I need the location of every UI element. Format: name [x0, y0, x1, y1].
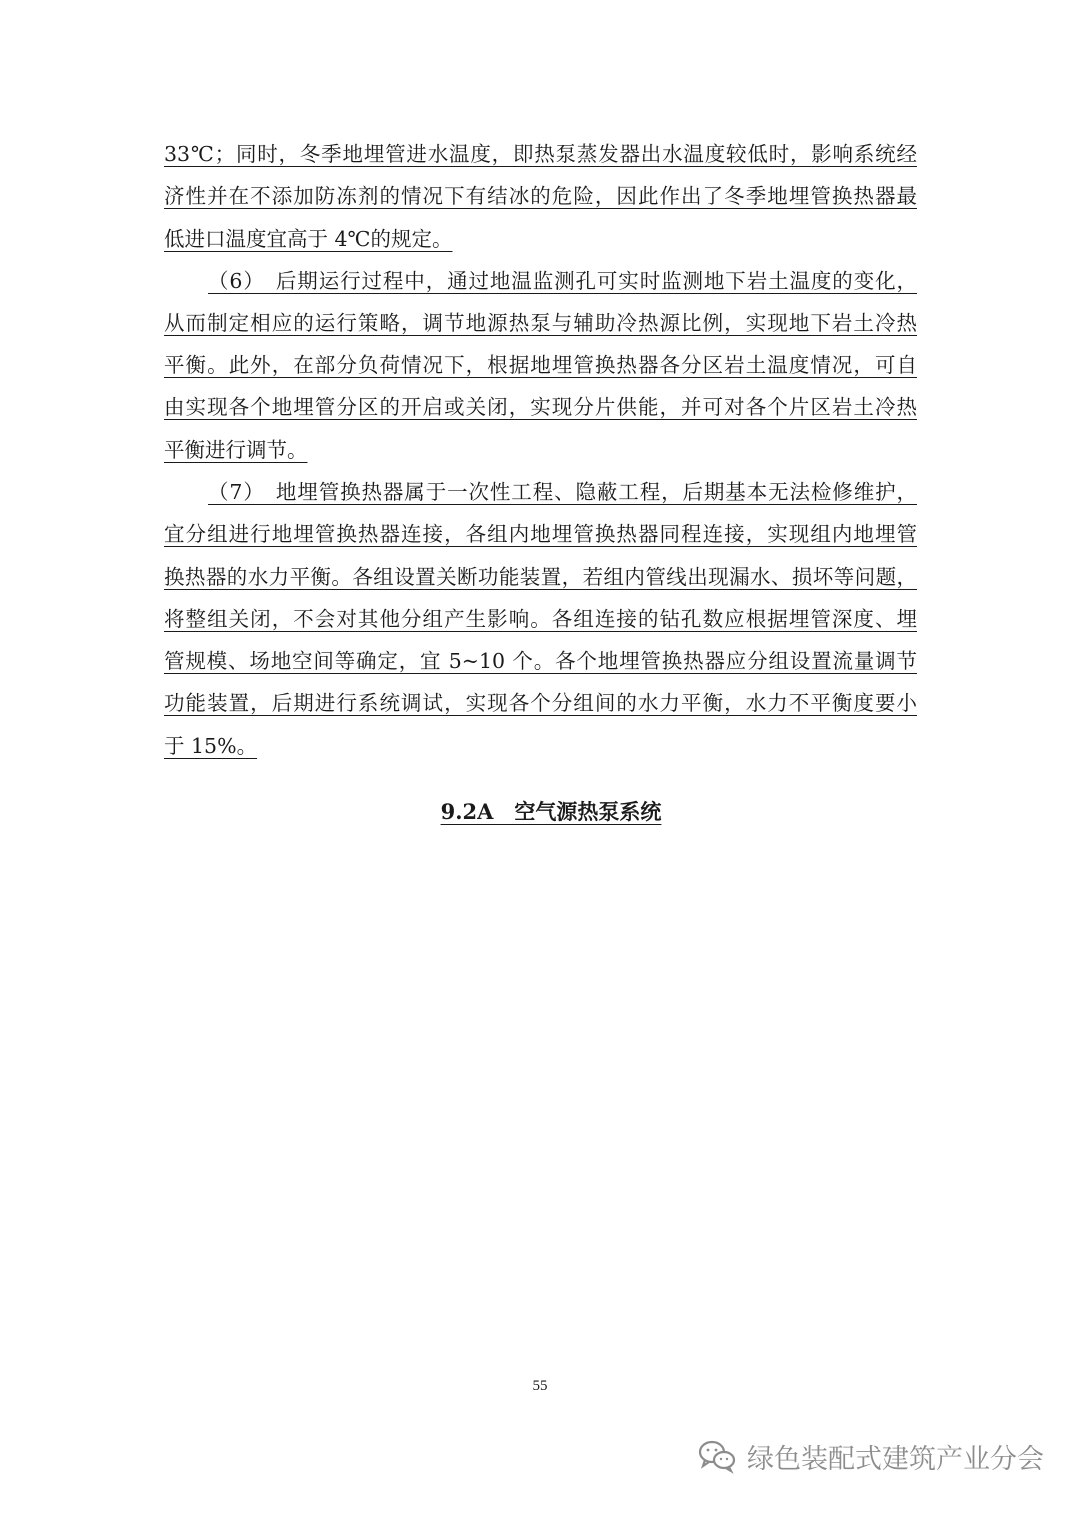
body-line: 33℃；同时，冬季地埋管进水温度，即热泵蒸发器出水温度较低时，影响系统经 — [164, 142, 917, 166]
watermark-text: 绿色装配式建筑产业分会 — [747, 1443, 1044, 1475]
body-line: 将整组关闭，不会对其他分组产生影响。各组连接的钻孔数应根据埋管深度、埋 — [164, 607, 917, 631]
body-line: 于 15%。 — [164, 734, 258, 758]
watermark — [697, 1436, 1044, 1476]
body-line: 平衡进行调节。 — [164, 438, 308, 462]
body-line: 功能装置，后期进行系统调试，实现各个分组间的水力平衡，水力不平衡度要小 — [164, 691, 917, 715]
body-line: 管规模、场地空间等确定，宜 5~10 个。各个地埋管换热器应分组设置流量调节 — [164, 649, 917, 673]
body-line: 济性并在不添加防冻剂的情况下有结冰的危险，因此作出了冬季地埋管换热器最 — [164, 184, 917, 208]
body-line: 从而制定相应的运行策略，调节地源热泵与辅助冷热源比例，实现地下岩土冷热 — [164, 311, 917, 335]
body-line: 由实现各个地埋管分区的开启或关闭，实现分片供能，并可对各个片区岩土冷热 — [164, 395, 917, 419]
section-heading: 9.2A 空气源热泵系统 — [440, 799, 662, 824]
body-line: 低进口温度宜高于 4℃的规定。 — [164, 227, 453, 251]
paragraph-7-first-line: （7） 地埋管换热器属于一次性工程、隐蔽工程，后期基本无法检修维护， — [208, 480, 917, 504]
body-line: 宜分组进行地埋管换热器连接，各组内地埋管换热器同程连接，实现组内地埋管 — [164, 522, 917, 546]
page-number: 55 — [532, 1378, 548, 1394]
paragraph-6-first-line: （6） 后期运行过程中，通过地温监测孔可实时监测地下岩土温度的变化， — [208, 269, 917, 293]
wechat-icon — [697, 1438, 737, 1474]
body-line: 平衡。此外，在部分负荷情况下，根据地埋管换热器各分区岩土温度情况，可自 — [164, 353, 917, 377]
body-line: 换热器的水力平衡。各组设置关断功能装置，若组内管线出现漏水、损坏等问题， — [164, 565, 917, 589]
